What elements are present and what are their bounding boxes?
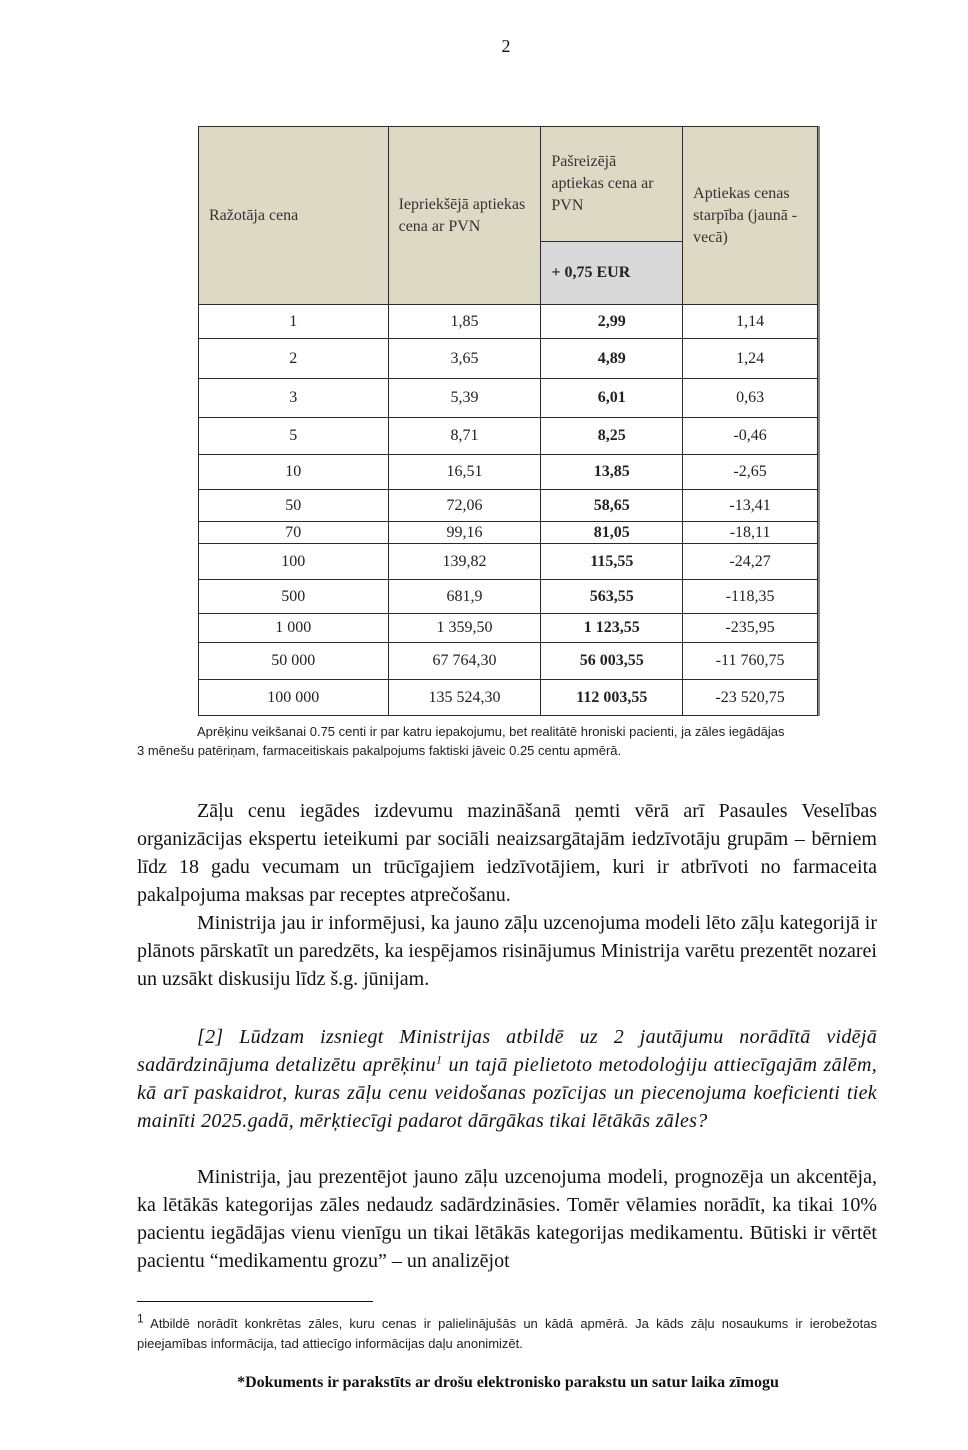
cell-price-difference: 1,14 (683, 305, 818, 339)
cell-current-price: 13,85 (541, 455, 683, 490)
cell-current-price: 1 123,55 (541, 614, 683, 643)
page-number: 2 (501, 36, 511, 56)
cell-previous-price: 681,9 (388, 580, 541, 614)
question-2-part-2: un tajā pielietoto metodoloģiju attiecīgajām zālēm, kā arī paskaidrot, kuras zāļu cenu veidošanas pozīcijas un piecenojuma koeficienti tiek mainīti 2025.gadā, mērķtiecīgi padarot dārgākas tikai lētākās zāles? (137, 1054, 877, 1132)
footnote-reference: 1 (435, 1052, 443, 1067)
cell-current-price: 2,99 (541, 305, 683, 339)
cell-manufacturer-price: 1 000 (199, 614, 389, 643)
header-price-difference: Aptiekas cenas starpība (jaunā - vecā) (683, 127, 818, 305)
cell-manufacturer-price: 100 000 (199, 680, 389, 716)
cell-manufacturer-price: 100 (199, 544, 389, 580)
table-row (199, 379, 818, 418)
cell-current-price: 6,01 (541, 379, 683, 418)
cell-price-difference: -23 520,75 (683, 680, 818, 716)
cell-manufacturer-price: 1 (199, 305, 389, 339)
table-row (199, 643, 818, 680)
cell-manufacturer-price: 70 (199, 522, 389, 544)
cell-current-price: 8,25 (541, 418, 683, 455)
cell-previous-price: 5,39 (388, 379, 541, 418)
signature-notice: *Dokuments ir parakstīts ar drošu elektronisko parakstu un satur laika zīmogu (237, 1374, 779, 1391)
cell-current-price: 81,05 (541, 522, 683, 544)
header-previous-price: Iepriekšējā aptiekas cena ar PVN (388, 127, 541, 305)
paragraph-ministry-informed: Ministrija jau ir informējusi, ka jauno zāļu uzcenojuma modeli lēto zāļu kategorijā ir plānots pārskatīt un paredzēts, ka iespējamos risinājumus Ministrija varētu prezentēt nozarei un uzsākt diskusiju līdz š.g. jūnijam. (137, 912, 877, 990)
table-row (199, 614, 818, 643)
cell-price-difference: -18,11 (683, 522, 818, 544)
cell-price-difference: -24,27 (683, 544, 818, 580)
table-row (199, 680, 818, 716)
header-current-price: Pašreizējā aptiekas cena ar PVN (541, 127, 683, 242)
table-row (199, 455, 818, 490)
table-body (199, 305, 818, 716)
cell-price-difference: -235,95 (683, 614, 818, 643)
cell-manufacturer-price: 50 (199, 490, 389, 522)
cell-previous-price: 8,71 (388, 418, 541, 455)
cell-manufacturer-price: 3 (199, 379, 389, 418)
question-2 (137, 1023, 877, 1135)
cell-previous-price: 99,16 (388, 522, 541, 544)
table-caption (137, 722, 877, 760)
footnote (137, 1311, 877, 1354)
table-row (199, 522, 818, 544)
question-2-part-1: [2] Lūdzam izsniegt Ministrijas atbildē uz 2 jautājumu norādītā vidējā sadārdzinājuma detalizētu aprēķinu (137, 1026, 877, 1076)
table-edge-mark (818, 126, 820, 716)
table-caption-line-1: Aprēķinu veikšanai 0.75 centi ir par katru iepakojumu, bet realitātē hroniski pacienti, ja zāles iegādājas (197, 724, 785, 739)
cell-current-price: 4,89 (541, 339, 683, 379)
footnote-mark: 1 (137, 1311, 144, 1326)
cell-previous-price: 1 359,50 (388, 614, 541, 643)
cell-current-price: 115,55 (541, 544, 683, 580)
footnote-separator (137, 1301, 373, 1302)
cell-previous-price: 139,82 (388, 544, 541, 580)
table-row (199, 339, 818, 379)
cell-price-difference: 1,24 (683, 339, 818, 379)
cell-price-difference: 0,63 (683, 379, 818, 418)
cell-manufacturer-price: 2 (199, 339, 389, 379)
cell-manufacturer-price: 500 (199, 580, 389, 614)
table-row (199, 544, 818, 580)
table-row (199, 305, 818, 339)
cell-price-difference: -118,35 (683, 580, 818, 614)
cell-previous-price: 135 524,30 (388, 680, 541, 716)
header-current-price-surcharge: + 0,75 EUR (541, 242, 683, 305)
footnote-text: Atbildē norādīt konkrētas zāles, kuru cenas ir palielinājušās un kādā apmērā. Ja kāds zāļu nosaukums ir ierobežotas pieejamības informācija, tad attiecīgo informācijas daļu anonimizēt. (137, 1316, 877, 1351)
cell-previous-price: 1,85 (388, 305, 541, 339)
paragraph-ministry-response: Ministrija, jau prezentējot jauno zāļu uzcenojuma modeli, prognozēja un akcentēja, ka lētākās kategorijas zāles nedaudz sadārdzināsies. Tomēr vēlamies norādīt, ka tikai 10% pacientu iegādājas vienu vienīgu un tikai lētākās kategorijas medikamentu. Būtiski ir vērtēt pacientu “medikamentu grozu” – un analizējot (137, 1166, 877, 1272)
cell-price-difference: -13,41 (683, 490, 818, 522)
price-comparison-table (198, 126, 818, 716)
cell-previous-price: 16,51 (388, 455, 541, 490)
cell-previous-price: 67 764,30 (388, 643, 541, 680)
table-row (199, 580, 818, 614)
cell-previous-price: 72,06 (388, 490, 541, 522)
cell-price-difference: -2,65 (683, 455, 818, 490)
cell-manufacturer-price: 5 (199, 418, 389, 455)
cell-previous-price: 3,65 (388, 339, 541, 379)
table-caption-line-2: 3 mēnešu patēriņam, farmaceitiskais pakalpojums faktiski jāveic 0.25 centu apmērā. (137, 743, 622, 758)
cell-price-difference: -0,46 (683, 418, 818, 455)
cell-manufacturer-price: 50 000 (199, 643, 389, 680)
cell-current-price: 112 003,55 (541, 680, 683, 716)
cell-current-price: 563,55 (541, 580, 683, 614)
cell-manufacturer-price: 10 (199, 455, 389, 490)
table-row (199, 490, 818, 522)
header-manufacturer-price: Ražotāja cena (199, 127, 389, 305)
paragraph-who-recommendations: Zāļu cenu iegādes izdevumu mazināšanā ņemti vērā arī Pasaules Veselības organizācijas ekspertu ieteikumi par sociāli neaizsargātajām iedzīvotāju grupām – bērniem līdz 18 gadu vecumam un trūcīgajiem iedzīvotājiem, kuri ir atbrīvoti no farmaceita pakalpojuma maksas par receptes atprečošanu. (137, 800, 877, 906)
cell-current-price: 56 003,55 (541, 643, 683, 680)
cell-current-price: 58,65 (541, 490, 683, 522)
cell-price-difference: -11 760,75 (683, 643, 818, 680)
table-row (199, 418, 818, 455)
